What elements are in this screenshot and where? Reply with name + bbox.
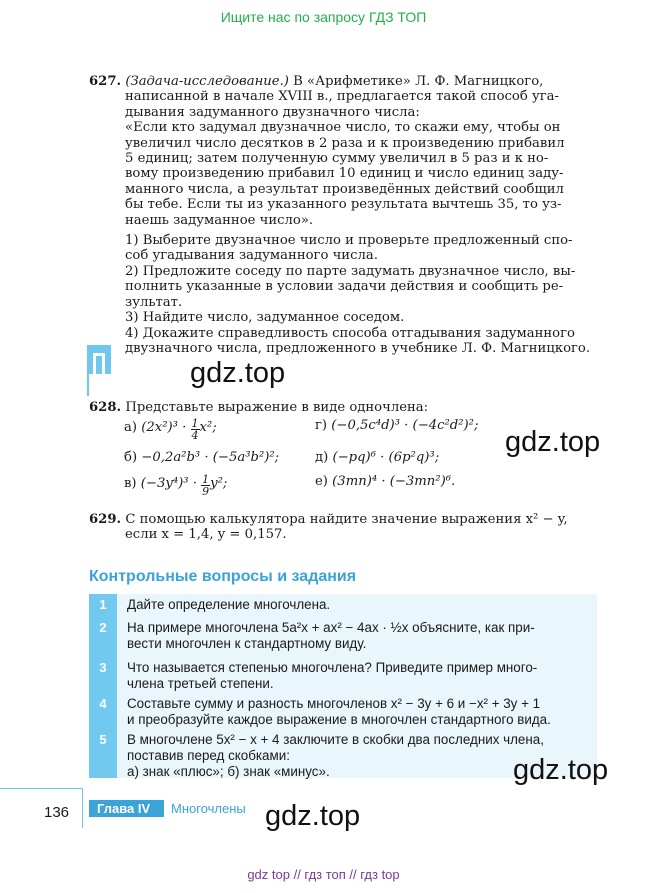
question-2: На примере многочлена 5a²x + ax² − 4ax · ½x объясните, как при- вести многочлен к стандартному виду. [127, 620, 535, 651]
question-5: В многочлене 5x² − x + 4 заключите в скобки два последних члена, поставив перед скобками: а) знак «плюс»; б) знак «минус». [127, 732, 544, 779]
watermark: gdz.top [265, 800, 361, 832]
watermark: gdz.top [513, 754, 609, 786]
section-title: Контрольные вопросы и задания [89, 568, 357, 585]
question-4: Составьте сумму и разность многочленов x² − 3y + 6 и −x² + 3y + 1 и преобразуйте каждое выражение в многочлен стандартного вида. [127, 696, 551, 727]
question-number: 2 [99, 620, 107, 635]
page-rule [0, 788, 82, 789]
item-b: б) −0,2a²b³ · (−5a³b²)²; [124, 450, 280, 465]
fraction: $\frac{1}{4}$ [191, 417, 199, 442]
chapter-name: Многочлены [171, 801, 246, 816]
p-marker-icon [87, 345, 111, 374]
question-number: 3 [99, 660, 107, 675]
watermark: gdz.top [190, 357, 286, 389]
fraction: $\frac{1}{9}$ [202, 473, 210, 498]
bottom-banner[interactable]: gdz top // гдз топ // гдз top [247, 867, 400, 882]
task-number: 628. [89, 400, 122, 415]
top-banner[interactable]: Ищите нас по запросу ГДЗ ТОП [220, 9, 427, 25]
chapter-label: Глава IV [89, 800, 164, 817]
task-627-body: написанной в начале XVIII в., предлагается такой способ уга- дывания задуманного двузначного числа: «Если кто задумал двузначное число, то скажи ему, чтобы он увеличил число десятков в 2 раза и к произведению прибавил 5 единиц; затем полученную сумму увеличил в 5 раз и к но- вому произведению прибавил 10 единиц и число единиц заду- манного числа, а результат произведённых действий сообщил бы тебе. Если ты из указанного результата вычтешь 35, то уз- наешь задуманное число». 1) Выберите двузначное число и проверьте предложенный спо- соб угадывания задуманного числа. 2) Предложите соседу по парте задумать двузначное число, вы- полнить указанные в условии задачи действия и сообщить ре- зультат. 3) Найдите число, задуманное соседом. 4) Докажите справедливость способа отгадывания задуманного двузначного числа, предложенного в учебнике Л. Ф. Магницкого. [125, 89, 591, 356]
question-3: Что называется степенью многочлена? Приведите пример много- члена третьей степени. [127, 660, 538, 691]
question-number: 4 [99, 696, 107, 711]
item-e: е) (3mn)⁴ · (−3mn²)⁶. [315, 474, 456, 489]
task-628 [89, 400, 428, 415]
question-1: Дайте определение многочлена. [127, 597, 331, 612]
question-number: 5 [99, 732, 107, 747]
task-629-line2: если x = 1,4, y = 0,157. [125, 527, 287, 542]
item-d: д) (−pq)⁶ · (6p²q)³; [315, 450, 440, 465]
item-a: а) (2x²)³ · $\frac{1}{4}$ x²; [124, 417, 217, 442]
question-number: 1 [99, 597, 107, 612]
task-number: 627. [89, 74, 122, 89]
task-label: (Задача-исследование.) [125, 74, 289, 89]
page-rule-vertical [82, 788, 83, 828]
task-text: Представьте выражение в виде одночлена: [125, 400, 429, 415]
watermark: gdz.top [505, 426, 601, 458]
item-g: г) (−0,5c⁴d)³ · (−4c²d²)²; [315, 418, 479, 433]
task-627: 627. (Задача-исследование.) В «Арифметике» Л. Ф. Магницкого, написанной в начале XVIII в., предлагается такой способ уга- дывания задуманного двузначного числа: «Если кто задумал двузначное число, то скажи ему, чтобы он увеличил число десятков в 2 раза и к произведению прибавил 5 единиц; затем полученную сумму увеличил в 5 раз и к но- вому произведению прибавил 10 единиц и число единиц заду- манного числа, а результат произведённых действий сообщил бы тебе. Если ты из указанного результата вычтешь 35, то уз- наешь задуманное число». 1) Выберите двузначное число и проверьте предложенный спо- соб угадывания задуманного числа. 2) Предложите соседу по парте задумать двузначное число, вы- полнить указанные в условии задачи действия и сообщить ре- зультат. 3) Найдите число, задуманное соседом. 4) Докажите справедливость способа отгадывания задуманного двузначного числа, предложенного в учебнике Л. Ф. Магницкого. [89, 74, 599, 356]
item-v: в) (−3y⁴)³ · $\frac{1}{9}$ y²; [124, 473, 228, 498]
page-number: 136 [44, 804, 70, 821]
margin-bar [87, 374, 89, 396]
task-629: 629. С помощью калькулятора найдите значение выражения x² − y, [89, 512, 568, 527]
task-number: 629. [89, 512, 122, 527]
